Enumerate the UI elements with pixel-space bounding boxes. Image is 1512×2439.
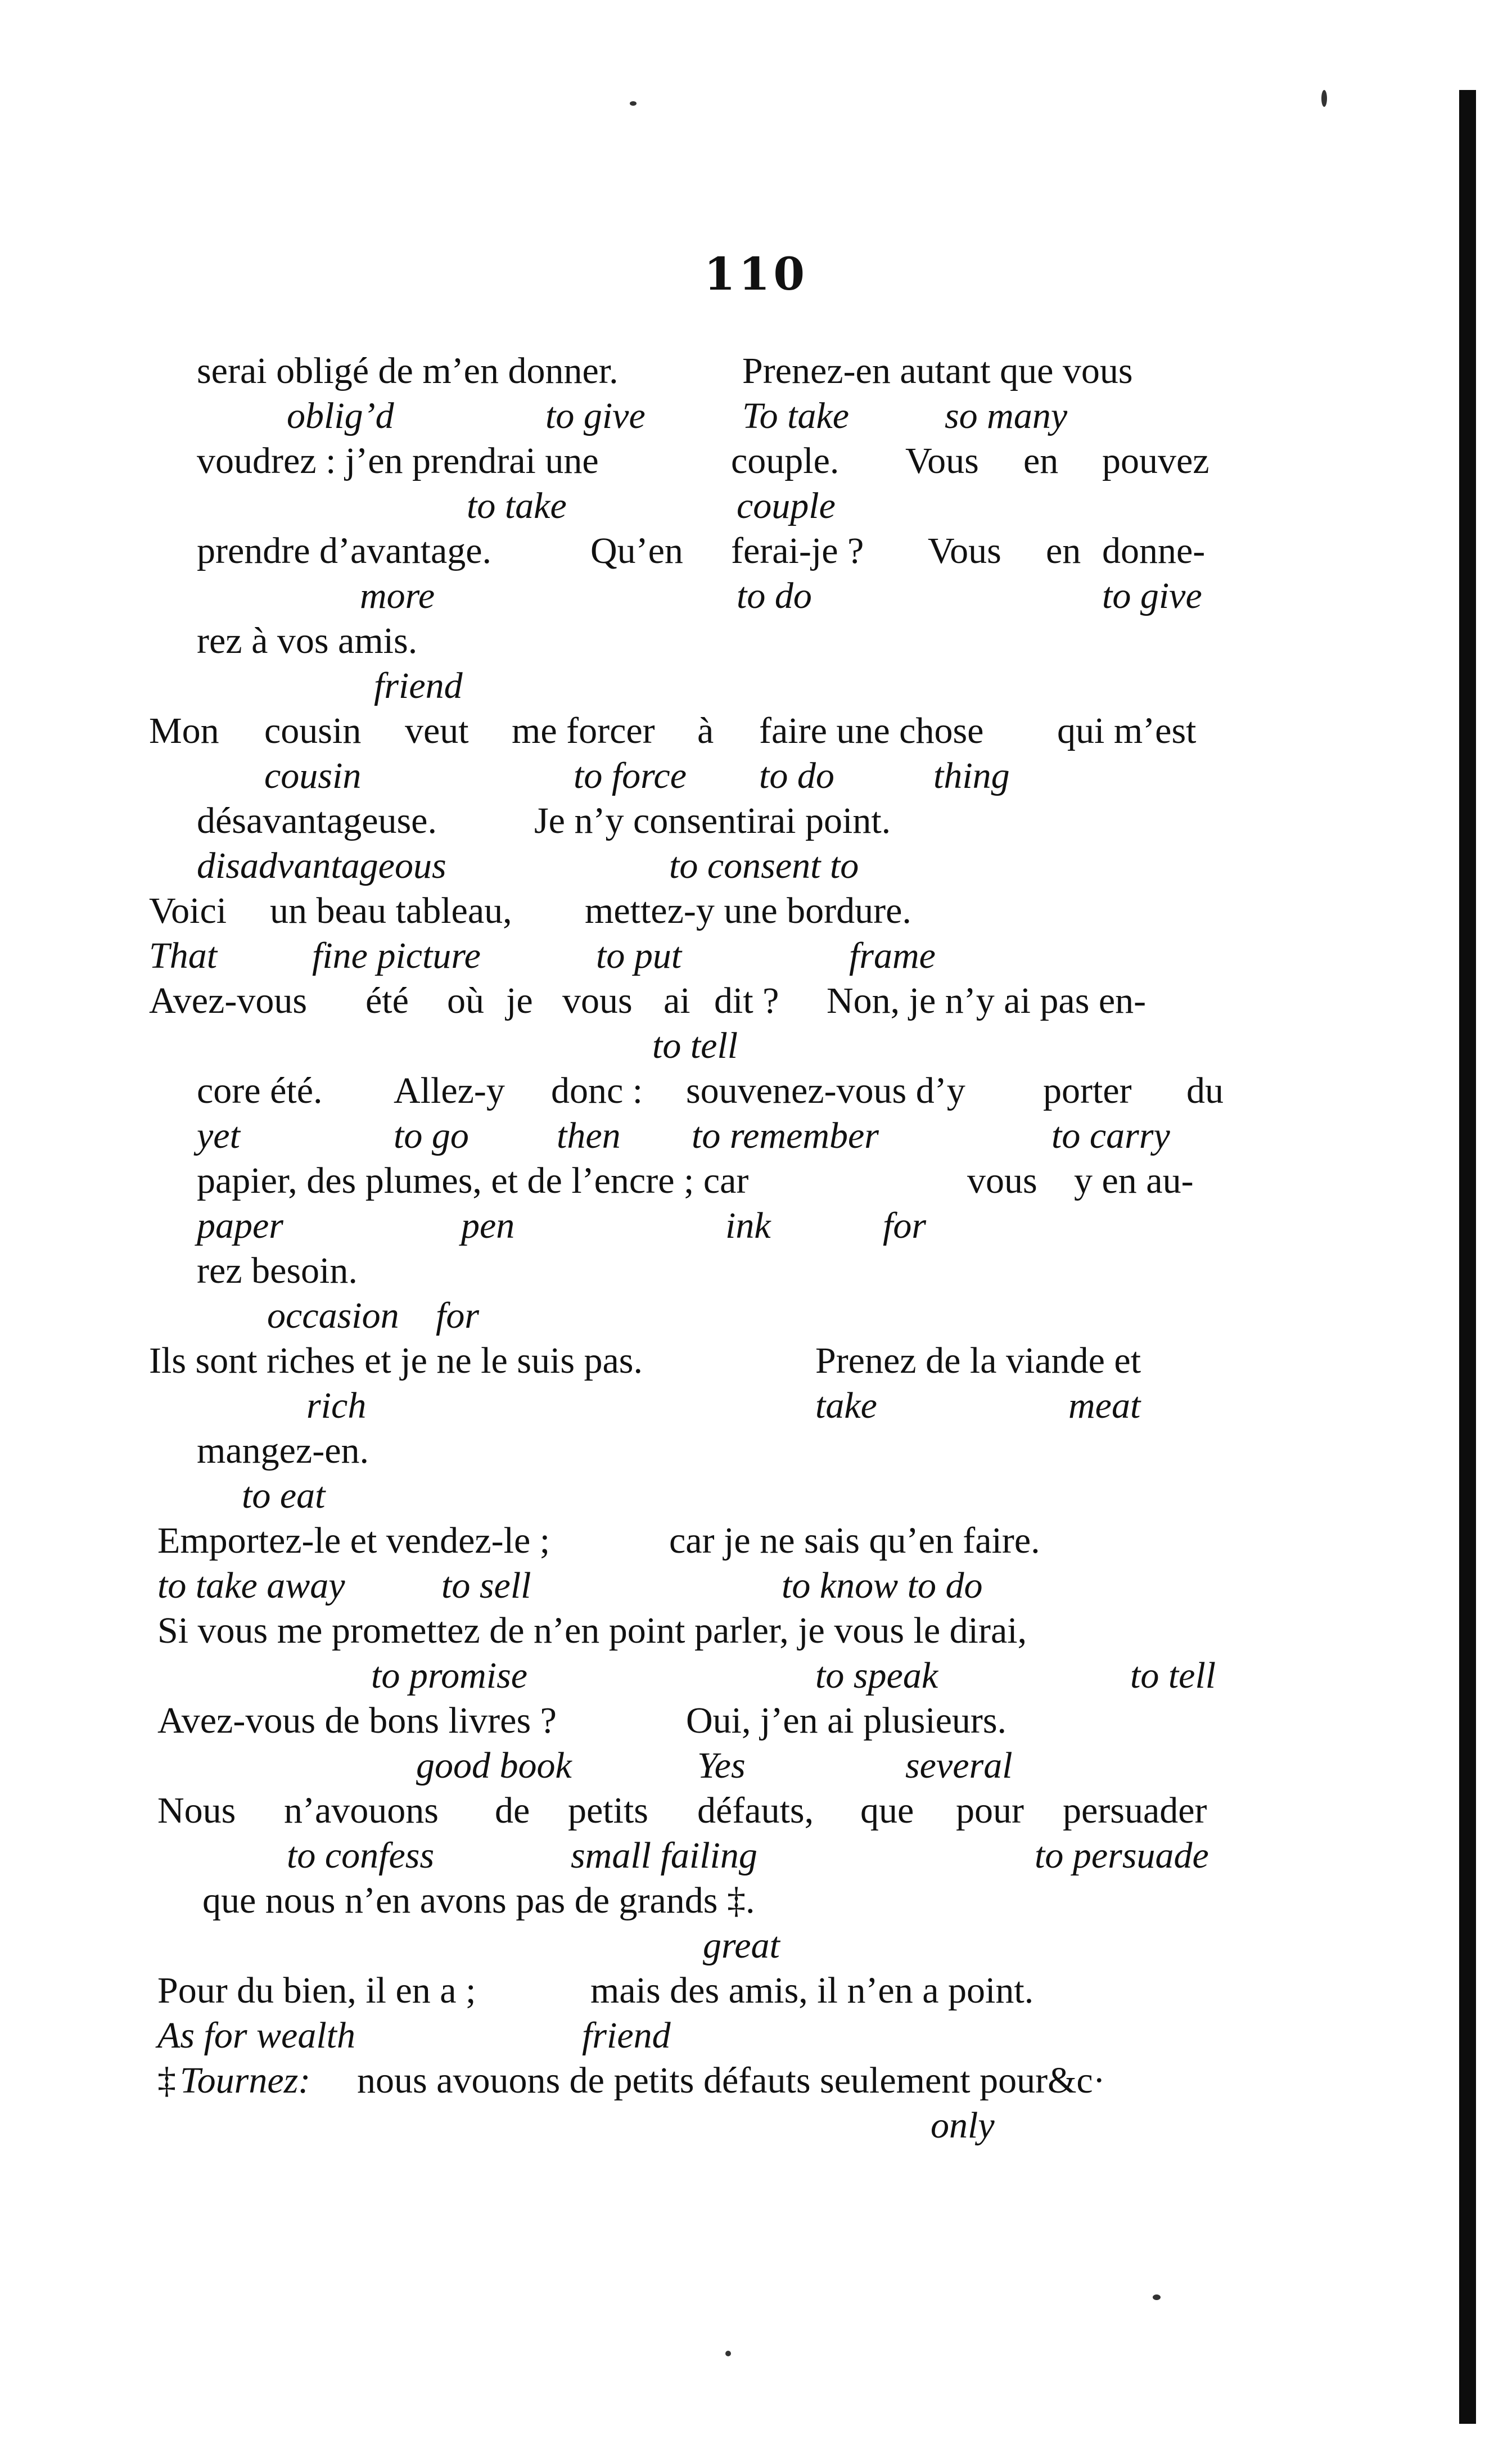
french-text: Ils sont riches et je ne le suis pas.: [149, 1340, 643, 1381]
gloss-word: to give: [1102, 575, 1202, 616]
gloss-word: for: [883, 1205, 927, 1246]
french-text: que nous n’en avons pas de grands ‡.: [202, 1880, 755, 1921]
gloss-word: take: [815, 1385, 877, 1426]
french-text: je: [506, 980, 533, 1021]
gloss-word: disadvantageous: [197, 845, 446, 886]
gloss-word: then: [557, 1115, 621, 1156]
gloss-word: frame: [849, 935, 936, 976]
gloss-word: only: [931, 2105, 995, 2146]
french-text: à: [697, 710, 714, 751]
ink-speck: [630, 101, 637, 106]
french-text: Si vous me promettez de n’en point parler, je vous le dirai,: [157, 1610, 1027, 1651]
french-text: ferai-je ?: [731, 530, 864, 571]
french-text: souvenez-vous d’y: [686, 1070, 965, 1111]
gloss-word: pen: [461, 1205, 515, 1246]
gloss-word: to sell: [441, 1565, 531, 1606]
french-text: Prenez-en autant que vous: [742, 350, 1133, 391]
french-text: un beau tableau,: [270, 890, 512, 931]
gloss-word: to persuade: [1035, 1835, 1209, 1876]
french-text: été: [365, 980, 409, 1021]
gloss-word: paper: [197, 1205, 283, 1246]
gloss-word: occasion: [267, 1295, 399, 1336]
french-text: car je ne sais qu’en faire.: [669, 1520, 1040, 1561]
gloss-word: Yes: [697, 1745, 746, 1786]
french-text: n’avouons: [284, 1790, 439, 1831]
gloss-word: so many: [945, 395, 1068, 436]
gloss-word: thing: [933, 755, 1010, 796]
french-text: Nous: [157, 1790, 236, 1831]
french-text: cousin: [264, 710, 362, 751]
gloss-word: good book: [416, 1745, 572, 1786]
ink-speck: [725, 2351, 731, 2356]
french-text: mais des amis, il n’en a point.: [590, 1970, 1034, 2011]
french-text: que: [860, 1790, 914, 1831]
gloss-word: to promise: [371, 1655, 528, 1696]
gloss-word: to give: [545, 395, 646, 436]
french-text: mettez-y une bordure.: [585, 890, 911, 931]
gloss-word: ink: [725, 1205, 771, 1246]
gloss-word: to tell: [652, 1025, 738, 1066]
french-text: dit ?: [714, 980, 779, 1021]
french-text: Vous: [928, 530, 1001, 571]
french-text: petits: [568, 1790, 648, 1831]
french-text: core été.: [197, 1070, 323, 1111]
gloss-word: to confess: [287, 1835, 435, 1876]
french-text: Allez-y: [394, 1070, 505, 1111]
french-text: vous: [562, 980, 633, 1021]
french-text: en: [1023, 440, 1059, 481]
french-text: y en au-: [1074, 1160, 1194, 1201]
french-text: du: [1186, 1070, 1224, 1111]
french-text: Emportez-le et vendez-le ;: [157, 1520, 550, 1561]
french-text: rez à vos amis.: [197, 620, 418, 661]
french-text: Avez-vous: [149, 980, 308, 1021]
gloss-word: to know to do: [782, 1565, 983, 1606]
french-text: faire une chose: [759, 710, 984, 751]
french-text: Je n’y consentirai point.: [534, 800, 891, 841]
gloss-word: to do: [759, 755, 834, 796]
french-text: nous avouons de petits défauts seulement pour&c·: [357, 2060, 1105, 2101]
gloss-word: friend: [374, 665, 463, 706]
french-text: donne-: [1102, 530, 1206, 571]
french-text: voudrez : j’en prendrai une: [197, 440, 599, 481]
gloss-word: to force: [574, 755, 687, 796]
gloss-word: rich: [306, 1385, 367, 1426]
gloss-word: to carry: [1051, 1115, 1170, 1156]
gloss-word: friend: [582, 2015, 671, 2056]
gloss-word: to tell: [1130, 1655, 1216, 1696]
french-text: Oui, j’en ai plusieurs.: [686, 1700, 1007, 1741]
gloss-word: cousin: [264, 755, 362, 796]
gloss-word: to eat: [242, 1475, 326, 1516]
french-text: mangez-en.: [197, 1430, 369, 1471]
french-text: ai: [664, 980, 690, 1021]
gloss-word: couple: [737, 485, 836, 526]
gloss-word: oblig’d: [287, 395, 394, 436]
french-text: ‡: [157, 2060, 176, 2101]
gloss-word: to speak: [815, 1655, 938, 1696]
french-text: persuader: [1063, 1790, 1207, 1831]
french-text: me forcer: [512, 710, 655, 751]
gloss-word: As for wealth: [157, 2015, 356, 2056]
french-text: pouvez: [1102, 440, 1209, 481]
gloss-word: to take: [467, 485, 567, 526]
gloss-word: To take: [742, 395, 850, 436]
gloss-word: meat: [1068, 1385, 1141, 1426]
gloss-word: yet: [197, 1115, 240, 1156]
ink-speck: [1153, 2294, 1161, 2300]
gloss-word: to consent to: [669, 845, 859, 886]
french-text: Mon: [149, 710, 219, 751]
gloss-word: for: [436, 1295, 480, 1336]
french-text: porter: [1043, 1070, 1132, 1111]
gloss-word: several: [905, 1745, 1013, 1786]
french-text: rez besoin.: [197, 1250, 358, 1291]
gloss-word: to take away: [157, 1565, 345, 1606]
gloss-word: to put: [596, 935, 682, 976]
french-text: papier, des plumes, et de l’encre ; car: [197, 1160, 749, 1201]
french-text: prendre d’avantage.: [197, 530, 492, 571]
french-text: Non, je n’y ai pas en-: [827, 980, 1147, 1021]
french-text: Pour du bien, il en a ;: [157, 1970, 476, 2011]
gloss-word: more: [360, 575, 435, 616]
french-text: pour: [956, 1790, 1024, 1831]
french-text: Prenez de la viande et: [815, 1340, 1141, 1381]
page-number: 110: [704, 247, 808, 300]
french-text: désavantageuse.: [197, 800, 437, 841]
gloss-word: small failing: [571, 1835, 757, 1876]
gloss-word: That: [149, 935, 218, 976]
page-edge-shadow: [1459, 90, 1476, 2424]
ink-speck: [1321, 90, 1327, 107]
french-text: Avez-vous de bons livres ?: [157, 1700, 557, 1741]
gloss-word: to remember: [692, 1115, 879, 1156]
gloss-word: to do: [737, 575, 812, 616]
french-text: qui m’est: [1057, 710, 1197, 751]
gloss-word: to go: [394, 1115, 469, 1156]
gloss-word: fine picture: [312, 935, 481, 976]
gloss-word: Tournez:: [180, 2060, 311, 2101]
french-text: en: [1046, 530, 1081, 571]
french-text: Voici: [149, 890, 227, 931]
french-text: veut: [405, 710, 469, 751]
french-text: défauts,: [697, 1790, 814, 1831]
french-text: Vous: [905, 440, 979, 481]
french-text: où: [447, 980, 484, 1021]
french-text: serai obligé de m’en donner.: [197, 350, 619, 391]
french-text: de: [495, 1790, 530, 1831]
french-text: Qu’en: [590, 530, 683, 571]
french-text: couple.: [731, 440, 840, 481]
french-text: vous: [967, 1160, 1037, 1201]
gloss-word: great: [703, 1925, 780, 1966]
french-text: donc :: [551, 1070, 643, 1111]
